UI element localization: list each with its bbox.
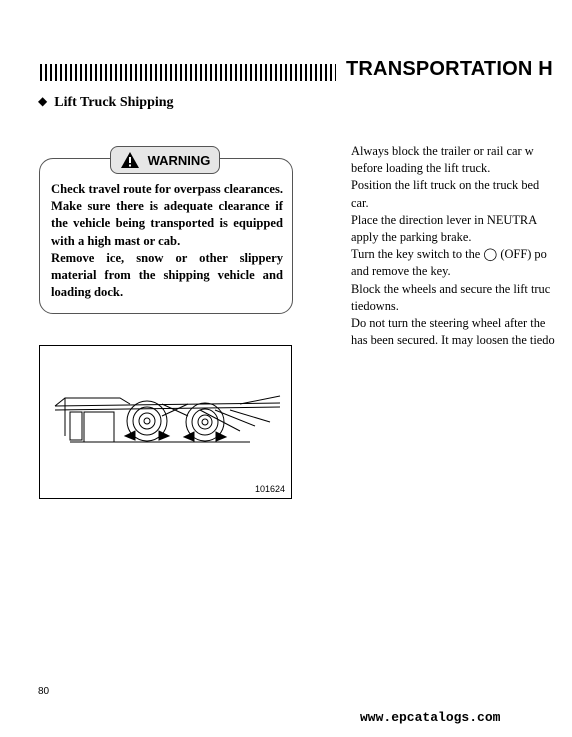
step-item [351,315,572,349]
step-line: before loading the lift truck. [351,161,491,176]
step-line: Turn the key switch to the ◯ (OFF) po [351,247,547,262]
section-title [38,95,174,111]
instruction-steps [351,143,572,349]
step-line: Position the lift truck on the truck bed [351,178,540,193]
truck-on-trailer-illustration [50,386,285,446]
step-line: Place the direction lever in NEUTRA [351,212,538,227]
step-line: Always block the trailer or rail car w [351,144,534,158]
step-line: has been secured. It may loosen the tiedo [351,333,555,348]
section-title-text: Lift Truck Shipping [54,95,174,110]
step-line: Block the wheels and secure the lift truc [351,281,551,296]
step-item [351,143,572,177]
figure-code: 101624 [254,484,285,494]
step-line: Do not turn the steering wheel after the [351,316,546,331]
warning-label [110,146,220,174]
diamond-bullet-icon: ◆ [38,94,48,108]
step-line: apply the parking brake. [351,230,472,245]
warning-triangle-icon [120,151,140,169]
step-item [351,281,572,315]
warning-label-text: WARNING [147,152,211,168]
watermark-link[interactable]: www.epcatalogs.com [360,710,501,725]
page-header [40,58,572,86]
warning-text [51,181,283,301]
page-number: 80 [38,686,50,697]
figure-illustration [39,345,292,499]
step-line: car. [351,195,369,210]
step-item [351,177,572,211]
step-line: and remove the key. [351,264,451,279]
step-item [351,212,572,246]
header-bar-pattern [40,64,336,81]
step-line: tiedowns. [351,298,399,313]
warning-paragraph: Check travel route for overpass clearances. Make sure there is adequate clearance if the vehicle being transported is equipped with a high mast or cab. [51,182,283,248]
header-title: TRANSPORTATION H [346,58,553,80]
step-item [351,246,572,280]
warning-paragraph: Remove ice, snow or other slippery material from the shipping vehicle and loading dock. [51,250,283,300]
